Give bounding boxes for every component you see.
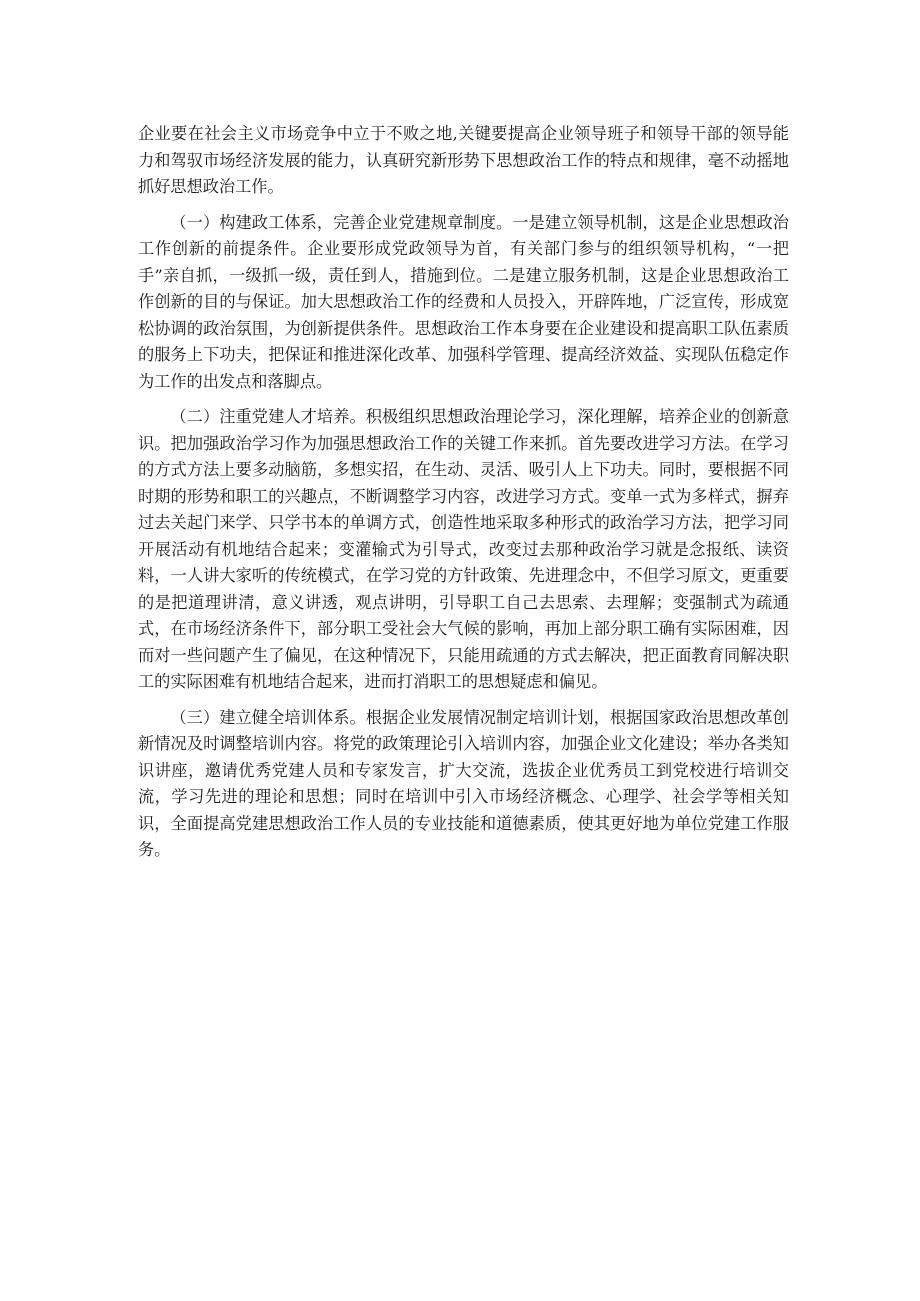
- intro-paragraph: 企业要在社会主义市场竞争中立于不败之地,关键要提高企业领导班子和领导干部的领导能力和驾驭市场经济发展的能力，认真研究新形势下思想政治工作的特点和规律，毫不动摇地抓好思想政治工作。: [138, 124, 789, 196]
- document-body: [138, 121, 789, 873]
- section-one-paragraph: （一）构建政工体系，完善企业党建规章制度。一是建立领导机制，这是企业思想政治工作创新的前提条件。企业要形成党政领导为首，有关部门参与的组织领导机构，“一把手”亲自抓，一级抓一级，责任到人，措施到位。二是建立服务机制，这是企业思想政治工作创新的目的与保证。加大思想政治工作的经费和人员投入，开辟阵地，广泛宣传，形成宽松协调的政治氛围，为创新提供条件。思想政治工作本身要在企业建设和提高职工队伍素质的服务上下功夫，把保证和推进深化改革、加强科学管理、提高经济效益、实现队伍稳定作为工作的出发点和落脚点。: [138, 212, 789, 391]
- section-three-paragraph: （三）建立健全培训体系。根据企业发展情况制定培训计划，根据国家政治思想改革创新情况及时调整培训内容。将党的政策理论引入培训内容，加强企业文化建设；举办各类知识讲座，邀请优秀党建人员和专家发言，扩大交流，选拔企业优秀员工到党校进行培训交流，学习先进的理论和思想；同时在培训中引入市场经济概念、心理学、社会学等相关知识，全面提高党建思想政治工作人员的专业技能和道德素质，使其更好地为单位党建工作服务。: [138, 707, 789, 859]
- section-two-paragraph: （二）注重党建人才培养。积极组织思想政治理论学习，深化理解，培养企业的创新意识。把加强政治学习作为加强思想政治工作的关键工作来抓。首先要改进学习方法。在学习的方式方法上要多动脑筋，多想实招，在生动、灵活、吸引人上下功夫。同时，要根据不同时期的形势和职工的兴趣点，不断调整学习内容，改进学习方式。变单一式为多样式，摒弃过去关起门来学、只学书本的单调方式，创造性地采取多种形式的政治学习方法，把学习同开展活动有机地结合起来；变灌输式为引导式，改变过去那种政治学习就是念报纸、读资料，一人讲大家听的传统模式，在学习党的方针政策、先进理念中，不但学习原文，更重要的是把道理讲清，意义讲透，观点讲明，引导职工自己去思索、去理解；变强制式为疏通式，在市场经济条件下，部分职工受社会大气候的影响，再加上部分职工确有实际困难，因而对一些问题产生了偏见，在这种情况下，只能用疏通的方式去解决，把正面教育同解决职工的实际困难有机地结合起来，进而打消职工的思想疑虑和偏见。: [138, 407, 789, 691]
